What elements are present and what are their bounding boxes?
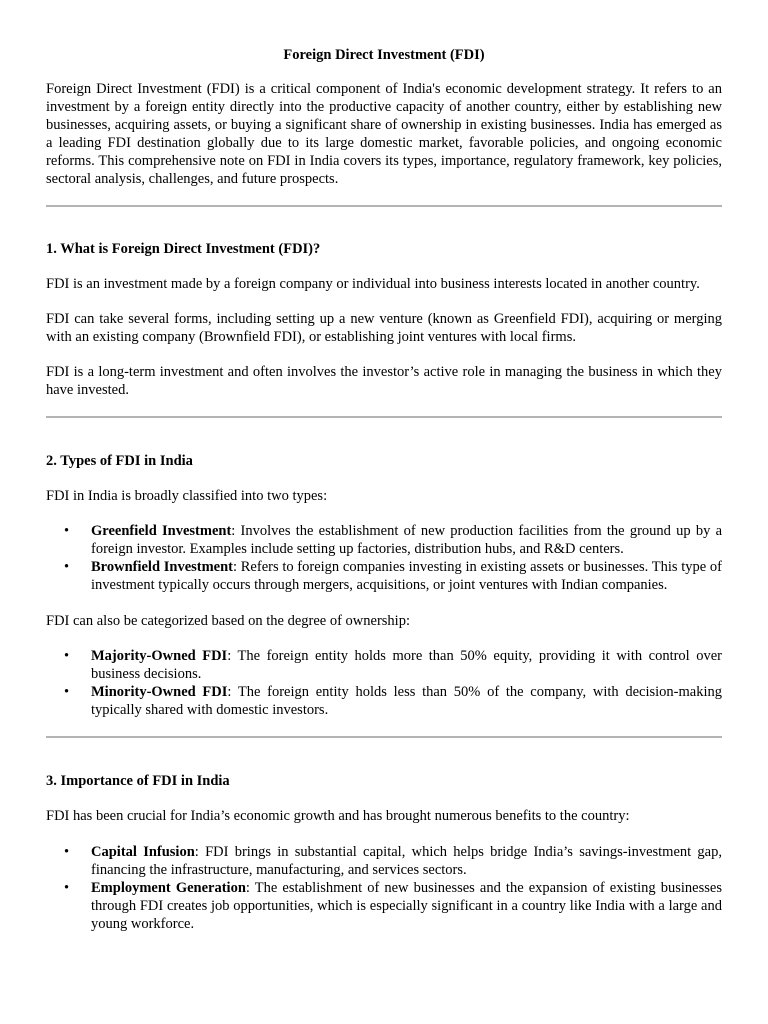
bullet-list [46, 843, 722, 933]
section-paragraph: FDI is an investment made by a foreign company or individual into business interests located in another country. [46, 276, 700, 292]
bullet-icon: • [64, 523, 70, 539]
list-item-term: Greenfield Investment [91, 523, 232, 539]
section-paragraph: FDI can take several forms, including setting up a new venture (known as Greenfield FDI), acquiring or merging with an existing company (Brownfield FDI), or establishing joint ventures with local firms. [46, 311, 722, 345]
section-types-of-fdi [46, 418, 722, 719]
list-item-text: : Involves the establishment of new production facilities from the ground up by a foreign investor. Examples include setting up factories, distribution hubs, and R&D centers. [91, 523, 723, 557]
section-importance-of-fdi [46, 738, 722, 933]
list-item-text: : The establishment of new businesses and the expansion of existing businesses through FDI creates job opportunities, which is especially significant in a country like India with a large and young workforce. [91, 880, 722, 932]
document-title: Foreign Direct Investment (FDI) [283, 47, 485, 63]
list-item [46, 647, 722, 683]
list-item [46, 558, 722, 594]
section-paragraph: FDI can also be categorized based on the degree of ownership: [46, 613, 410, 629]
list-item-term: Minority-Owned FDI [91, 684, 228, 700]
bullet-icon: • [64, 880, 70, 896]
section-heading: 1. What is Foreign Direct Investment (FDI)? [46, 241, 321, 257]
bullet-icon: • [64, 559, 70, 575]
list-item-text: : The foreign entity holds less than 50% of the company, with decision-making typically shared with domestic investors. [91, 684, 722, 718]
intro-paragraph: Foreign Direct Investment (FDI) is a critical component of India's economic development strategy. It refers to an investment by a foreign entity directly into the productive capacity of another country, either by establishing new businesses, acquiring assets, or buying a significant share of ownership in existing businesses. India has emerged as a leading FDI destination globally due to its large domestic market, favorable policies, and ongoing economic reforms. This comprehensive note on FDI in India covers its types, importance, regulatory framework, key policies, sectoral analysis, challenges, and future prospects. [46, 81, 722, 187]
bullet-list [46, 522, 722, 594]
bullet-icon: • [64, 844, 70, 860]
bullet-list [46, 647, 722, 719]
section-paragraph: FDI in India is broadly classified into two types: [46, 488, 328, 504]
list-item-text: : The foreign entity holds more than 50% equity, providing it with control over business decisions. [91, 648, 722, 682]
bullet-icon: • [64, 648, 70, 664]
section-what-is-fdi [46, 207, 722, 399]
list-item-term: Brownfield Investment [91, 559, 234, 575]
section-heading: 3. Importance of FDI in India [46, 773, 230, 789]
section-paragraph: FDI has been crucial for India’s economic growth and has brought numerous benefits to the country: [46, 808, 630, 824]
section-heading: 2. Types of FDI in India [46, 453, 193, 469]
list-item-text: : Refers to foreign companies investing in existing assets or businesses. This type of investment typically occurs through mergers, acquisitions, or joint ventures with Indian companies. [91, 559, 723, 593]
list-item [46, 879, 722, 933]
list-item [46, 683, 722, 719]
list-item-term: Capital Infusion [91, 844, 195, 860]
list-item-text: : FDI brings in substantial capital, which helps bridge India’s savings-investment gap, financing the infrastructure, manufacturing, and services sectors. [91, 844, 722, 878]
list-item [46, 843, 722, 879]
list-item-term: Majority-Owned FDI [91, 648, 228, 664]
bullet-icon: • [64, 684, 70, 700]
section-paragraph: FDI is a long-term investment and often involves the investor’s active role in managing the business in which they have invested. [46, 364, 722, 398]
list-item [46, 522, 722, 558]
list-item-term: Employment Generation [91, 880, 246, 896]
document-page [46, 46, 722, 933]
